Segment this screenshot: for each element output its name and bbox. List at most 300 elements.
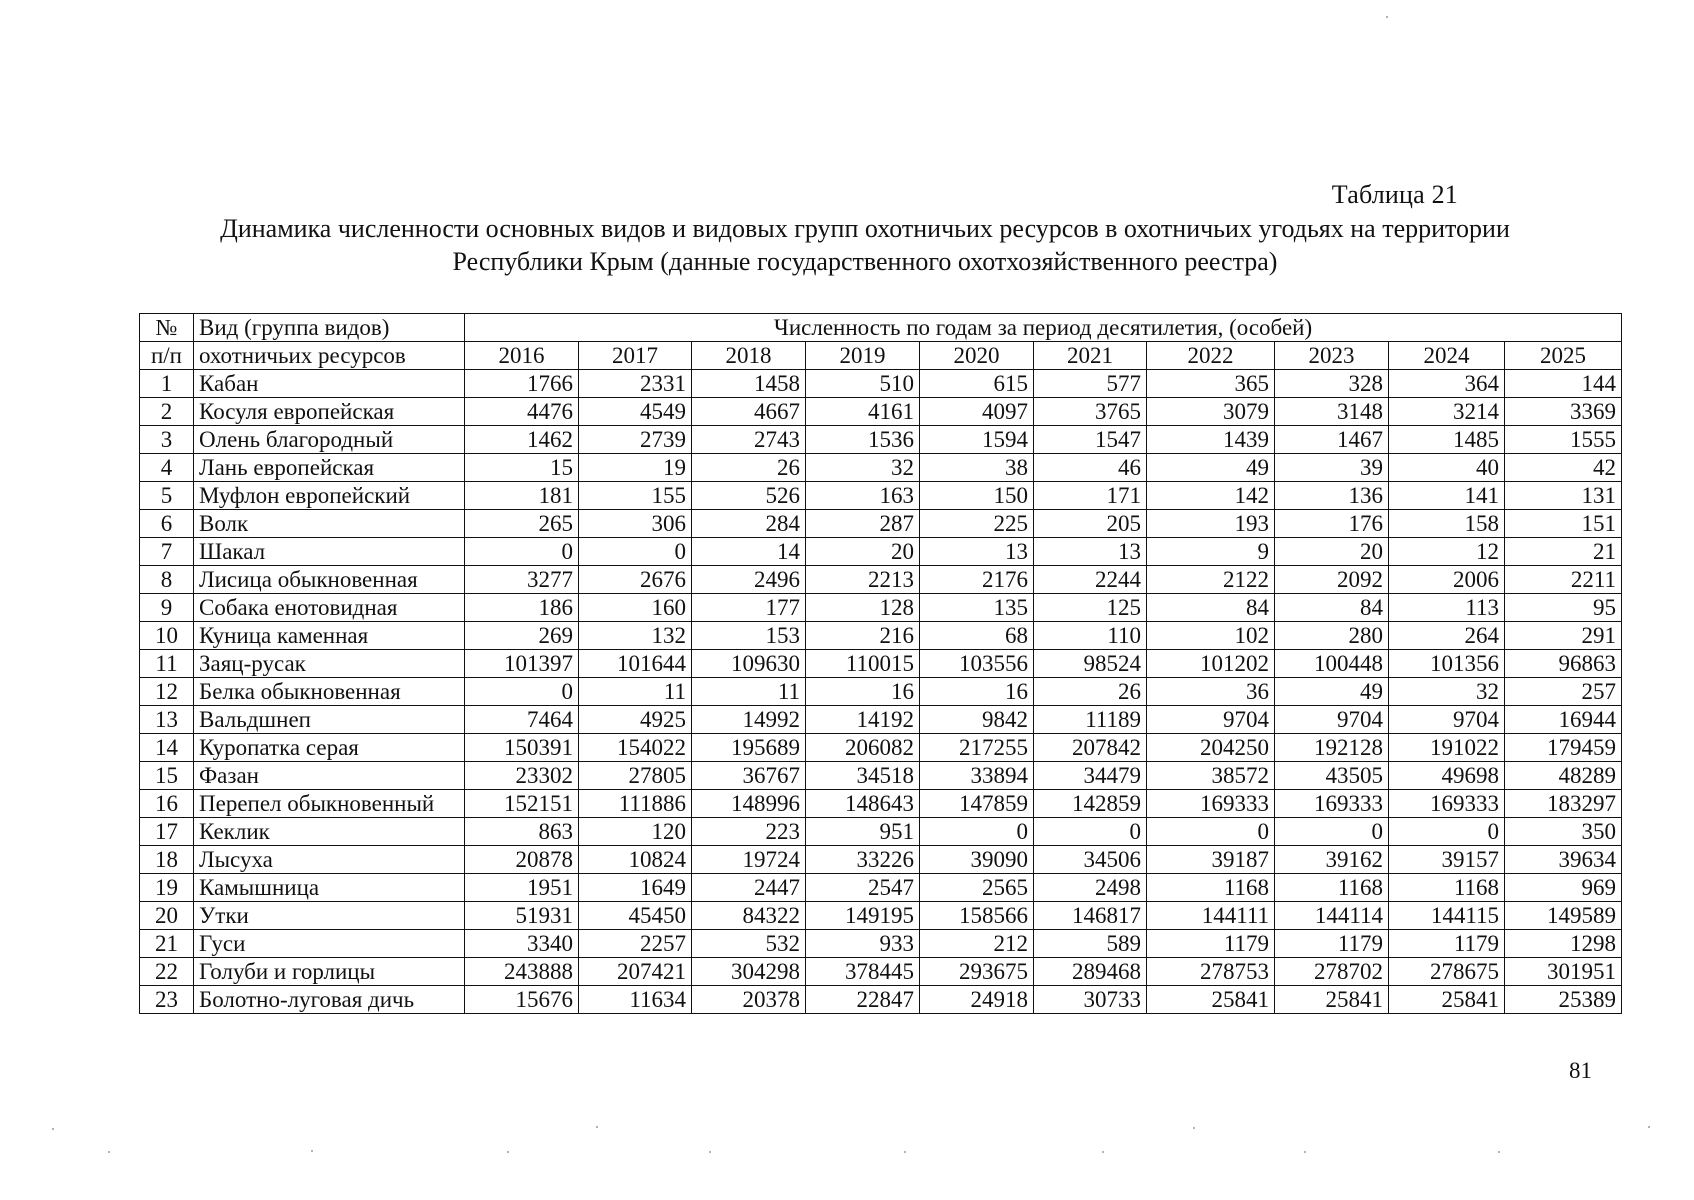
population-value: 1594 [920,426,1034,454]
population-value: 2122 [1147,566,1275,594]
population-value: 20378 [692,986,806,1014]
species-name: Болотно-луговая дичь [194,986,465,1014]
population-value: 510 [806,370,920,398]
population-value: 109630 [692,650,806,678]
population-value: 3079 [1147,398,1275,426]
population-value: 146817 [1034,902,1147,930]
population-value: 144114 [1275,902,1389,930]
population-value: 36 [1147,678,1275,706]
table-row [140,706,1622,734]
table-row [140,370,1622,398]
row-number: 15 [140,762,194,790]
population-value: 191022 [1389,734,1505,762]
population-value: 149195 [806,902,920,930]
population-value: 192128 [1275,734,1389,762]
population-value: 100448 [1275,650,1389,678]
population-value: 328 [1275,370,1389,398]
population-value: 0 [920,818,1034,846]
population-value: 155 [579,482,692,510]
population-value: 223 [692,818,806,846]
population-value: 30733 [1034,986,1147,1014]
table-row [140,426,1622,454]
population-value: 269 [465,622,579,650]
population-value: 1458 [692,370,806,398]
population-value: 149589 [1505,902,1622,930]
population-value: 25841 [1389,986,1505,1014]
species-name: Муфлон европейский [194,482,465,510]
species-name: Фазан [194,762,465,790]
species-name: Заяц-русак [194,650,465,678]
population-value: 40 [1389,454,1505,482]
population-value: 278675 [1389,958,1505,986]
population-value: 102 [1147,622,1275,650]
row-number: 7 [140,538,194,566]
population-value: 101202 [1147,650,1275,678]
population-value: 2739 [579,426,692,454]
population-value: 34479 [1034,762,1147,790]
population-value: 293675 [920,958,1034,986]
scan-speck [1193,1127,1195,1129]
population-value: 589 [1034,930,1147,958]
population-value: 150391 [465,734,579,762]
table-row [140,734,1622,762]
population-value: 287 [806,510,920,538]
population-value: 0 [1275,818,1389,846]
population-value: 4667 [692,398,806,426]
row-number: 6 [140,510,194,538]
population-value: 216 [806,622,920,650]
population-value: 4161 [806,398,920,426]
population-value: 4097 [920,398,1034,426]
population-value: 33226 [806,846,920,874]
population-value: 142859 [1034,790,1147,818]
population-value: 147859 [920,790,1034,818]
population-value: 4925 [579,706,692,734]
scan-speck [1102,1151,1104,1153]
population-value: 2496 [692,566,806,594]
row-number: 21 [140,930,194,958]
scan-speck [1386,16,1388,18]
population-value: 2565 [920,874,1034,902]
population-value: 291 [1505,622,1622,650]
table-row [140,762,1622,790]
species-name: Собака енотовидная [194,594,465,622]
header-year: 2016 [465,342,579,370]
header-year: 2025 [1505,342,1622,370]
scan-speck [1498,1151,1500,1153]
header-year: 2017 [579,342,692,370]
population-value: 22847 [806,986,920,1014]
population-value: 20 [806,538,920,566]
population-value: 11189 [1034,706,1147,734]
table-label: Таблица 21 [1331,180,1458,209]
header-year: 2019 [806,342,920,370]
population-value: 42 [1505,454,1622,482]
population-value: 84322 [692,902,806,930]
population-value: 39157 [1389,846,1505,874]
scan-speck [1648,1126,1650,1128]
row-number: 14 [140,734,194,762]
population-value: 158566 [920,902,1034,930]
population-value: 154022 [579,734,692,762]
population-value: 21 [1505,538,1622,566]
population-value: 278753 [1147,958,1275,986]
population-value: 9704 [1389,706,1505,734]
population-value: 2498 [1034,874,1147,902]
population-value: 150 [920,482,1034,510]
population-value: 2006 [1389,566,1505,594]
population-value: 25389 [1505,986,1622,1014]
scan-speck [507,1151,509,1153]
population-value: 169333 [1275,790,1389,818]
population-value: 364 [1389,370,1505,398]
population-value: 25841 [1147,986,1275,1014]
population-value: 68 [920,622,1034,650]
population-value: 39187 [1147,846,1275,874]
scan-speck [52,1128,54,1130]
species-name: Кабан [194,370,465,398]
table-row [140,678,1622,706]
table-row [140,566,1622,594]
population-value: 217255 [920,734,1034,762]
population-value: 103556 [920,650,1034,678]
scan-speck [904,1151,906,1153]
table-row [140,846,1622,874]
population-value: 243888 [465,958,579,986]
population-value: 152151 [465,790,579,818]
population-value: 933 [806,930,920,958]
population-value: 49 [1275,678,1389,706]
population-value: 110015 [806,650,920,678]
row-number: 19 [140,874,194,902]
table-row [140,650,1622,678]
table-title [120,212,1610,278]
population-value: 25841 [1275,986,1389,1014]
species-name: Лисица обыкновенная [194,566,465,594]
species-name: Утки [194,902,465,930]
scan-speck [108,1151,110,1153]
species-name: Лань европейская [194,454,465,482]
population-value: 11 [692,678,806,706]
population-value: 350 [1505,818,1622,846]
population-value: 1439 [1147,426,1275,454]
population-value: 278702 [1275,958,1389,986]
population-value: 26 [1034,678,1147,706]
population-value: 1555 [1505,426,1622,454]
population-value: 27805 [579,762,692,790]
population-value: 2447 [692,874,806,902]
population-value: 7464 [465,706,579,734]
population-value: 19724 [692,846,806,874]
population-value: 15 [465,454,579,482]
population-value: 306 [579,510,692,538]
population-value: 84 [1275,594,1389,622]
population-value: 48289 [1505,762,1622,790]
population-value: 0 [1034,818,1147,846]
population-value: 38572 [1147,762,1275,790]
population-value: 4476 [465,398,579,426]
population-value: 176 [1275,510,1389,538]
scan-speck [1304,1151,1306,1153]
population-value: 33894 [920,762,1034,790]
title-line-1: Динамика численности основных видов и видовых групп охотничьих ресурсов в охотничьих угодьях на территории [220,214,1510,243]
population-value: 171 [1034,482,1147,510]
population-value: 615 [920,370,1034,398]
row-number: 22 [140,958,194,986]
population-value: 23302 [465,762,579,790]
population-value: 1649 [579,874,692,902]
population-value: 101644 [579,650,692,678]
header-year: 2023 [1275,342,1389,370]
population-value: 207421 [579,958,692,986]
page-number: 81 [1569,1058,1592,1083]
row-number: 12 [140,678,194,706]
population-value: 301951 [1505,958,1622,986]
population-value: 0 [465,678,579,706]
table-row [140,790,1622,818]
row-number: 16 [140,790,194,818]
population-value: 15676 [465,986,579,1014]
population-value: 2211 [1505,566,1622,594]
table-row [140,622,1622,650]
population-value: 863 [465,818,579,846]
population-value: 19 [579,454,692,482]
species-name: Куропатка серая [194,734,465,762]
population-value: 205 [1034,510,1147,538]
population-value: 45450 [579,902,692,930]
population-value: 2213 [806,566,920,594]
population-value: 1179 [1147,930,1275,958]
species-name: Вальдшнеп [194,706,465,734]
population-value: 144111 [1147,902,1275,930]
population-value: 1766 [465,370,579,398]
population-value: 3369 [1505,398,1622,426]
population-value: 153 [692,622,806,650]
scan-speck [709,1151,711,1153]
population-value: 1485 [1389,426,1505,454]
population-value: 264 [1389,622,1505,650]
table-row [140,986,1622,1014]
population-value: 526 [692,482,806,510]
population-value: 34518 [806,762,920,790]
population-value: 207842 [1034,734,1147,762]
population-value: 280 [1275,622,1389,650]
species-name: Перепел обыкновенный [194,790,465,818]
table-row [140,818,1622,846]
row-number: 4 [140,454,194,482]
population-value: 9704 [1275,706,1389,734]
population-value: 2331 [579,370,692,398]
header-year: 2018 [692,342,806,370]
population-value: 225 [920,510,1034,538]
header-row-1 [140,314,1622,342]
population-value: 32 [1389,678,1505,706]
population-value: 3340 [465,930,579,958]
header-num-line-1: № [140,314,194,342]
population-value: 158 [1389,510,1505,538]
header-row-2 [140,342,1622,370]
population-value: 38 [920,454,1034,482]
header-years-group: Численность по годам за период десятилетия, (особей) [465,314,1622,342]
population-value: 289468 [1034,958,1147,986]
table-row [140,398,1622,426]
population-value: 0 [579,538,692,566]
population-value: 4549 [579,398,692,426]
population-value: 2244 [1034,566,1147,594]
population-value: 0 [1147,818,1275,846]
population-table [139,313,1622,1014]
row-number: 10 [140,622,194,650]
row-number: 23 [140,986,194,1014]
population-value: 1298 [1505,930,1622,958]
population-value: 148996 [692,790,806,818]
population-value: 9704 [1147,706,1275,734]
population-value: 1179 [1389,930,1505,958]
population-value: 1168 [1275,874,1389,902]
population-value: 169333 [1147,790,1275,818]
row-number: 13 [140,706,194,734]
population-value: 142 [1147,482,1275,510]
population-value: 3277 [465,566,579,594]
population-value: 39 [1275,454,1389,482]
species-name: Камышница [194,874,465,902]
population-value: 11634 [579,986,692,1014]
species-name: Кеклик [194,818,465,846]
population-value: 101356 [1389,650,1505,678]
population-value: 0 [1389,818,1505,846]
population-value: 2176 [920,566,1034,594]
population-value: 179459 [1505,734,1622,762]
population-value: 16 [920,678,1034,706]
population-value: 577 [1034,370,1147,398]
population-value: 304298 [692,958,806,986]
table-row [140,482,1622,510]
population-value: 204250 [1147,734,1275,762]
header-year: 2022 [1147,342,1275,370]
population-value: 951 [806,818,920,846]
species-name: Лысуха [194,846,465,874]
population-value: 532 [692,930,806,958]
population-value: 144 [1505,370,1622,398]
species-name: Олень благородный [194,426,465,454]
population-value: 9 [1147,538,1275,566]
population-value: 12 [1389,538,1505,566]
scan-speck [311,1150,313,1152]
population-value: 34506 [1034,846,1147,874]
population-value: 183297 [1505,790,1622,818]
table-row [140,510,1622,538]
row-number: 3 [140,426,194,454]
population-value: 169333 [1389,790,1505,818]
population-value: 39634 [1505,846,1622,874]
population-value: 14 [692,538,806,566]
population-value: 49698 [1389,762,1505,790]
population-value: 84 [1147,594,1275,622]
table-body [140,370,1622,1014]
table-row [140,874,1622,902]
population-value: 181 [465,482,579,510]
header-num-line-2: п/п [140,342,194,370]
population-value: 1951 [465,874,579,902]
population-value: 1467 [1275,426,1389,454]
population-value: 36767 [692,762,806,790]
population-value: 24918 [920,986,1034,1014]
scan-speck [596,1126,598,1128]
population-value: 128 [806,594,920,622]
population-value: 151 [1505,510,1622,538]
population-value: 284 [692,510,806,538]
population-value: 1168 [1147,874,1275,902]
species-name: Белка обыкновенная [194,678,465,706]
population-value: 206082 [806,734,920,762]
population-value: 32 [806,454,920,482]
population-value: 0 [465,538,579,566]
row-number: 11 [140,650,194,678]
species-name: Гуси [194,930,465,958]
population-value: 131 [1505,482,1622,510]
population-value: 13 [1034,538,1147,566]
population-value: 110 [1034,622,1147,650]
population-value: 39162 [1275,846,1389,874]
population-value: 193 [1147,510,1275,538]
population-value: 3148 [1275,398,1389,426]
population-value: 111886 [579,790,692,818]
population-value: 39090 [920,846,1034,874]
population-value: 2092 [1275,566,1389,594]
row-number: 17 [140,818,194,846]
table-row [140,538,1622,566]
population-value: 135 [920,594,1034,622]
header-species-line-2: охотничьих ресурсов [194,342,465,370]
species-name: Волк [194,510,465,538]
row-number: 9 [140,594,194,622]
population-value: 96863 [1505,650,1622,678]
population-value: 13 [920,538,1034,566]
population-value: 43505 [1275,762,1389,790]
population-value: 163 [806,482,920,510]
population-value: 141 [1389,482,1505,510]
row-number: 1 [140,370,194,398]
population-value: 2547 [806,874,920,902]
population-value: 136 [1275,482,1389,510]
table-row [140,958,1622,986]
row-number: 5 [140,482,194,510]
table-header [140,314,1622,370]
population-value: 2743 [692,426,806,454]
population-value: 2676 [579,566,692,594]
population-value: 177 [692,594,806,622]
population-value: 49 [1147,454,1275,482]
row-number: 18 [140,846,194,874]
row-number: 2 [140,398,194,426]
population-value: 257 [1505,678,1622,706]
title-line-2: Республики Крым (данные государственного охотхозяйственного реестра) [452,247,1278,276]
population-value: 1168 [1389,874,1505,902]
population-value: 11 [579,678,692,706]
population-value: 46 [1034,454,1147,482]
population-value: 3765 [1034,398,1147,426]
population-value: 95 [1505,594,1622,622]
table-row [140,930,1622,958]
population-value: 125 [1034,594,1147,622]
species-name: Голуби и горлицы [194,958,465,986]
population-value: 1536 [806,426,920,454]
population-value: 265 [465,510,579,538]
population-value: 9842 [920,706,1034,734]
population-value: 2257 [579,930,692,958]
population-value: 14992 [692,706,806,734]
row-number: 20 [140,902,194,930]
